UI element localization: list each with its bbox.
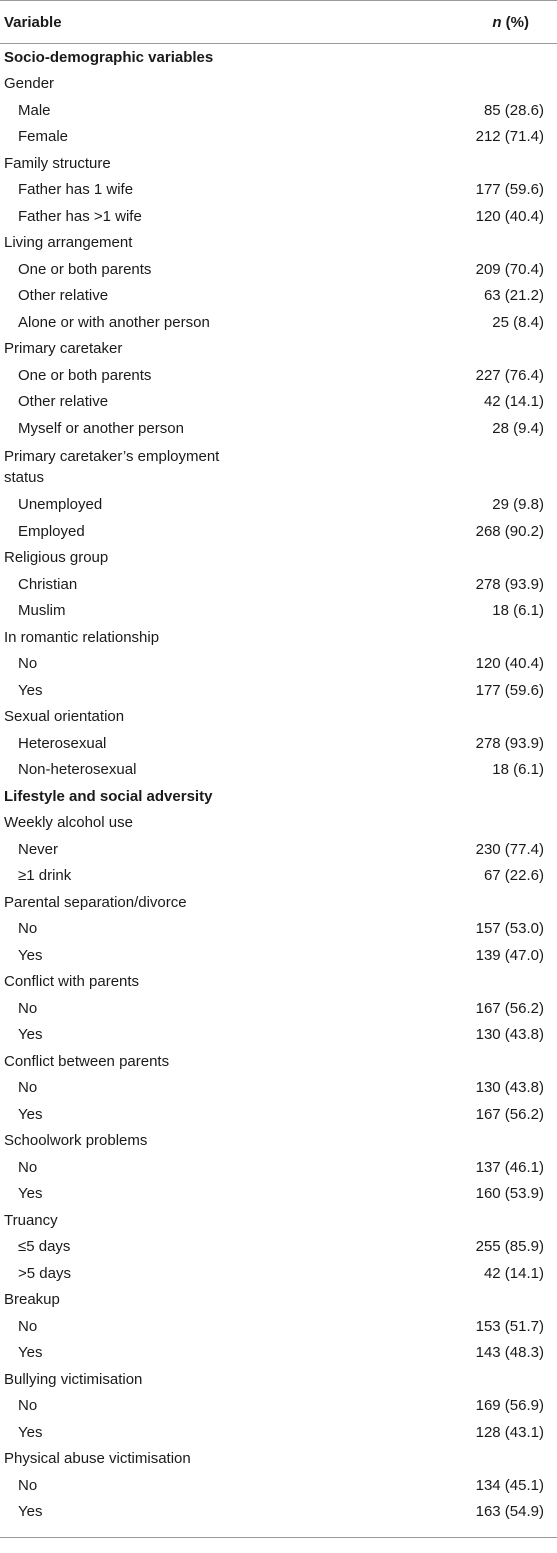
group-row	[0, 1446, 557, 1473]
row-value: 130 (43.8)	[475, 1079, 544, 1097]
row-label: No	[18, 999, 38, 1017]
row-value: 134 (45.1)	[475, 1476, 544, 1494]
row-label: Male	[18, 101, 51, 119]
row-label: Non-heterosexual	[18, 761, 137, 779]
row-label: Other relative	[18, 287, 109, 305]
section-row	[0, 44, 557, 71]
row-value: 169 (56.9)	[475, 1397, 544, 1415]
row-label: No	[18, 1476, 38, 1494]
table-row	[0, 1499, 557, 1526]
table-row	[0, 730, 557, 757]
row-value: 67 (22.6)	[483, 867, 544, 885]
row-label: One or both parents	[18, 260, 152, 278]
group-row	[0, 545, 557, 572]
row-label: No	[18, 1317, 38, 1335]
table-row	[0, 283, 557, 310]
row-value: 120 (40.4)	[475, 655, 544, 673]
group-row	[0, 624, 557, 651]
row-value: 167 (56.2)	[475, 999, 544, 1017]
table-row	[0, 598, 557, 625]
row-value: 18 (6.1)	[492, 761, 544, 779]
row-label: Muslim	[18, 602, 66, 620]
table-row	[0, 757, 557, 784]
row-value: 278 (93.9)	[475, 734, 544, 752]
row-value: 227 (76.4)	[475, 366, 544, 384]
group-row	[0, 1207, 557, 1234]
row-value: 153 (51.7)	[475, 1317, 544, 1335]
row-label: Weekly alcohol use	[4, 814, 133, 832]
group-row	[0, 442, 557, 492]
table-row	[0, 916, 557, 943]
header-n-percent	[492, 14, 557, 31]
row-label: Alone or with another person	[18, 313, 210, 331]
header-n: n	[492, 13, 502, 31]
table-row	[0, 256, 557, 283]
table-row	[0, 518, 557, 545]
row-label: No	[18, 1397, 38, 1415]
row-value: 25 (8.4)	[492, 313, 544, 331]
group-row	[0, 230, 557, 257]
row-label: Primary caretaker’s employment status	[4, 447, 220, 486]
table-row	[0, 415, 557, 442]
table-row	[0, 1260, 557, 1287]
table-bottom-rule	[0, 1525, 557, 1538]
row-label: Lifestyle and social adversity	[4, 787, 213, 805]
row-label: No	[18, 920, 38, 938]
row-value: 130 (43.8)	[475, 1026, 544, 1044]
table-row	[0, 1419, 557, 1446]
group-row	[0, 1287, 557, 1314]
row-label: Socio-demographic variables	[4, 48, 214, 66]
row-label: Yes	[18, 681, 43, 699]
group-row	[0, 150, 557, 177]
group-row	[0, 1366, 557, 1393]
row-value: 42 (14.1)	[483, 1264, 544, 1282]
header-variable: Variable	[4, 13, 62, 31]
table-row	[0, 863, 557, 890]
row-value: 63 (21.2)	[483, 287, 544, 305]
row-value: 28 (9.4)	[492, 419, 544, 437]
table-row	[0, 651, 557, 678]
group-row	[0, 969, 557, 996]
group-row	[0, 71, 557, 98]
group-row	[0, 1048, 557, 1075]
row-label: Family structure	[4, 154, 111, 172]
row-label: Parental separation/divorce	[4, 893, 187, 911]
row-label: Other relative	[18, 393, 109, 411]
row-label: Yes	[18, 1503, 43, 1521]
table-header	[0, 1, 557, 44]
table-row	[0, 1181, 557, 1208]
group-row	[0, 704, 557, 731]
row-label: Yes	[18, 1185, 43, 1203]
row-label: Father has >1 wife	[18, 207, 142, 225]
row-label: Father has 1 wife	[18, 181, 134, 199]
row-label: Yes	[18, 1026, 43, 1044]
row-value: 157 (53.0)	[475, 920, 544, 938]
table-row	[0, 362, 557, 389]
table-row	[0, 836, 557, 863]
table-row	[0, 1234, 557, 1261]
table-row	[0, 389, 557, 416]
row-label: Yes	[18, 1105, 43, 1123]
row-value: 163 (54.9)	[475, 1503, 544, 1521]
row-value: 177 (59.6)	[475, 681, 544, 699]
row-label: ≤5 days	[18, 1238, 71, 1256]
table-row	[0, 1340, 557, 1367]
row-label: Heterosexual	[18, 734, 107, 752]
row-label: Gender	[4, 75, 55, 93]
row-label: Employed	[18, 522, 85, 540]
row-label: One or both parents	[18, 366, 152, 384]
row-label: Never	[18, 840, 59, 858]
row-label: No	[18, 1158, 38, 1176]
row-label: Myself or another person	[18, 419, 184, 437]
table-row	[0, 177, 557, 204]
row-label: Christian	[18, 575, 78, 593]
row-value: 209 (70.4)	[475, 260, 544, 278]
group-row	[0, 1128, 557, 1155]
row-label: Schoolwork problems	[4, 1132, 148, 1150]
table-row	[0, 492, 557, 519]
table-row	[0, 124, 557, 151]
row-label: Living arrangement	[4, 234, 133, 252]
row-label: Truancy	[4, 1211, 58, 1229]
row-value: 42 (14.1)	[483, 393, 544, 411]
row-value: 230 (77.4)	[475, 840, 544, 858]
row-value: 177 (59.6)	[475, 181, 544, 199]
row-value: 160 (53.9)	[475, 1185, 544, 1203]
row-label: Sexual orientation	[4, 708, 125, 726]
row-label: Yes	[18, 1423, 43, 1441]
row-value: 143 (48.3)	[475, 1344, 544, 1362]
row-label: Yes	[18, 946, 43, 964]
row-label: Physical abuse victimisation	[4, 1450, 191, 1468]
row-value: 29 (9.8)	[492, 496, 544, 514]
table-row	[0, 571, 557, 598]
table-row	[0, 1472, 557, 1499]
row-label: Primary caretaker	[4, 340, 123, 358]
row-value: 212 (71.4)	[475, 128, 544, 146]
row-value: 120 (40.4)	[475, 207, 544, 225]
group-row	[0, 810, 557, 837]
table-row	[0, 1022, 557, 1049]
group-row	[0, 336, 557, 363]
table-row	[0, 97, 557, 124]
row-label: Female	[18, 128, 69, 146]
row-label: Conflict with parents	[4, 973, 140, 991]
row-value: 18 (6.1)	[492, 602, 544, 620]
row-value: 268 (90.2)	[475, 522, 544, 540]
table-row	[0, 309, 557, 336]
table-row	[0, 995, 557, 1022]
row-label: Unemployed	[18, 496, 103, 514]
row-label: No	[18, 1079, 38, 1097]
table-row	[0, 203, 557, 230]
section-row	[0, 783, 557, 810]
header-pct: (%)	[501, 13, 529, 31]
row-value: 128 (43.1)	[475, 1423, 544, 1441]
row-label: Religious group	[4, 549, 109, 567]
row-label: Breakup	[4, 1291, 60, 1309]
row-value: 167 (56.2)	[475, 1105, 544, 1123]
row-label: In romantic relationship	[4, 628, 160, 646]
table-body	[0, 44, 557, 1525]
table-row	[0, 1101, 557, 1128]
table-row	[0, 942, 557, 969]
row-value: 139 (47.0)	[475, 946, 544, 964]
row-label: Bullying victimisation	[4, 1370, 143, 1388]
table-row	[0, 1154, 557, 1181]
row-label: No	[18, 655, 38, 673]
table-row	[0, 677, 557, 704]
table-row	[0, 1393, 557, 1420]
table-row	[0, 1313, 557, 1340]
row-label: ≥1 drink	[18, 867, 72, 885]
group-row	[0, 889, 557, 916]
row-label: Yes	[18, 1344, 43, 1362]
table-row	[0, 1075, 557, 1102]
row-value: 255 (85.9)	[475, 1238, 544, 1256]
row-value: 137 (46.1)	[475, 1158, 544, 1176]
row-value: 278 (93.9)	[475, 575, 544, 593]
row-label: Conflict between parents	[4, 1052, 170, 1070]
row-value: 85 (28.6)	[483, 101, 544, 119]
row-label: >5 days	[18, 1264, 71, 1282]
